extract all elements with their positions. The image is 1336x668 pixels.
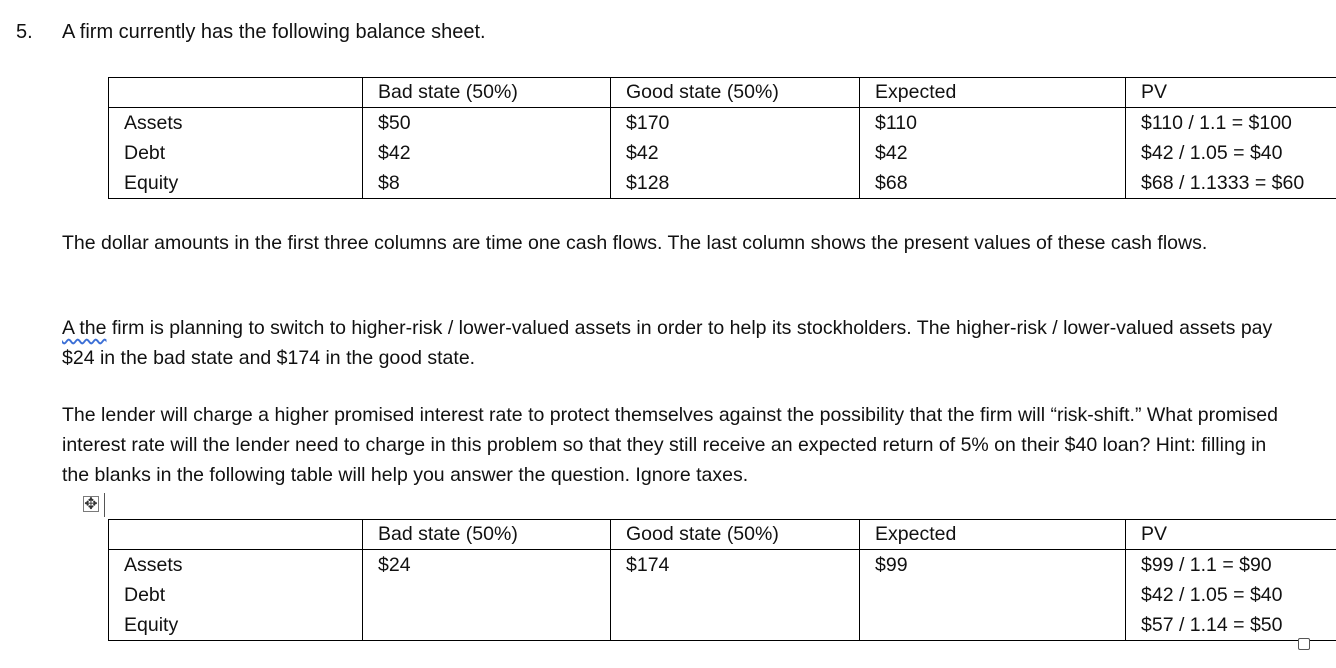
spellcheck-flagged-text[interactable]: A the (62, 317, 107, 339)
paragraph-text: firm is planning to switch to higher-risk / lower-valued assets in order to help its stockholders. The higher-risk / lower-valued assets pay $24 in the bad state and $174 in the good state. (62, 317, 1273, 369)
table-row-assets (109, 108, 1336, 139)
header-cell[interactable]: Good state (50%) (611, 78, 860, 108)
table-cell[interactable]: Assets (109, 550, 363, 581)
table-cell[interactable]: $42 / 1.05 = $40 (1126, 580, 1336, 610)
table-header-row (109, 78, 1336, 108)
table-cell[interactable]: $42 (860, 138, 1126, 168)
question-heading: A firm currently has the following balance sheet. (62, 21, 486, 43)
question-number: 5. (16, 21, 33, 43)
header-cell[interactable] (109, 78, 363, 108)
table-cell-blank[interactable] (363, 610, 611, 641)
table-row-equity (109, 610, 1336, 641)
table-cell[interactable]: $99 (860, 550, 1126, 581)
move-arrows-icon[interactable]: ✥ (84, 496, 98, 513)
table-cell[interactable]: Debt (109, 138, 363, 168)
table-cell[interactable]: $110 / 1.1 = $100 (1126, 108, 1336, 139)
table-cell[interactable]: $99 / 1.1 = $90 (1126, 550, 1336, 581)
table-cell[interactable]: $50 (363, 108, 611, 139)
table-cell[interactable]: Equity (109, 168, 363, 199)
header-cell[interactable]: PV (1126, 78, 1336, 108)
balance-sheet-risk-shift (108, 519, 1336, 641)
table-cell[interactable]: Assets (109, 108, 363, 139)
table-cell[interactable]: $8 (363, 168, 611, 199)
header-cell[interactable]: Bad state (50%) (363, 78, 611, 108)
balance-sheet-current (108, 77, 1336, 199)
header-cell[interactable]: Expected (860, 78, 1126, 108)
table-cell[interactable]: $174 (611, 550, 860, 581)
paragraph-risk-shift[interactable] (62, 313, 1292, 373)
table-header-row (109, 520, 1336, 550)
table-cell[interactable]: $68 (860, 168, 1126, 199)
paragraph-lender-question[interactable]: The lender will charge a higher promised interest rate to protect themselves against the possibility that the firm will “risk-shift.” What promised interest rate will the lender need to charge in this problem so that they still receive an expected return of 5% on their $40 loan? Hint: filling in the blanks in the following table will help you answer the question. Ignore taxes. (62, 404, 1278, 486)
table-row-debt (109, 580, 1336, 610)
header-cell[interactable]: Bad state (50%) (363, 520, 611, 550)
table-cell[interactable]: $128 (611, 168, 860, 199)
table-cell-blank[interactable] (611, 610, 860, 641)
table-cell-blank[interactable] (860, 580, 1126, 610)
table-row-debt (109, 138, 1336, 168)
table-cell[interactable]: $170 (611, 108, 860, 139)
table-cell-blank[interactable] (363, 580, 611, 610)
table-cell-blank[interactable] (860, 610, 1126, 641)
paragraph-cash-flows[interactable]: The dollar amounts in the first three columns are time one cash flows. The last column shows the present values of these cash flows. (62, 232, 1208, 254)
table-cell[interactable]: Equity (109, 610, 363, 641)
table-cell[interactable]: $42 (363, 138, 611, 168)
table-cell-blank[interactable] (611, 580, 860, 610)
table-cell[interactable]: $57 / 1.14 = $50 (1126, 610, 1336, 641)
resize-square-icon[interactable] (1298, 638, 1310, 650)
header-cell[interactable] (109, 520, 363, 550)
table-row-assets (109, 550, 1336, 581)
table-cell[interactable]: $110 (860, 108, 1126, 139)
table-cell[interactable]: Debt (109, 580, 363, 610)
header-cell[interactable]: PV (1126, 520, 1336, 550)
table-cell[interactable]: $42 (611, 138, 860, 168)
table-cell[interactable]: $42 / 1.05 = $40 (1126, 138, 1336, 168)
text-cursor (104, 493, 105, 517)
table-row-equity (109, 168, 1336, 199)
table-cell[interactable]: $24 (363, 550, 611, 581)
table-cell[interactable]: $68 / 1.1333 = $60 (1126, 168, 1336, 199)
header-cell[interactable]: Good state (50%) (611, 520, 860, 550)
header-cell[interactable]: Expected (860, 520, 1126, 550)
